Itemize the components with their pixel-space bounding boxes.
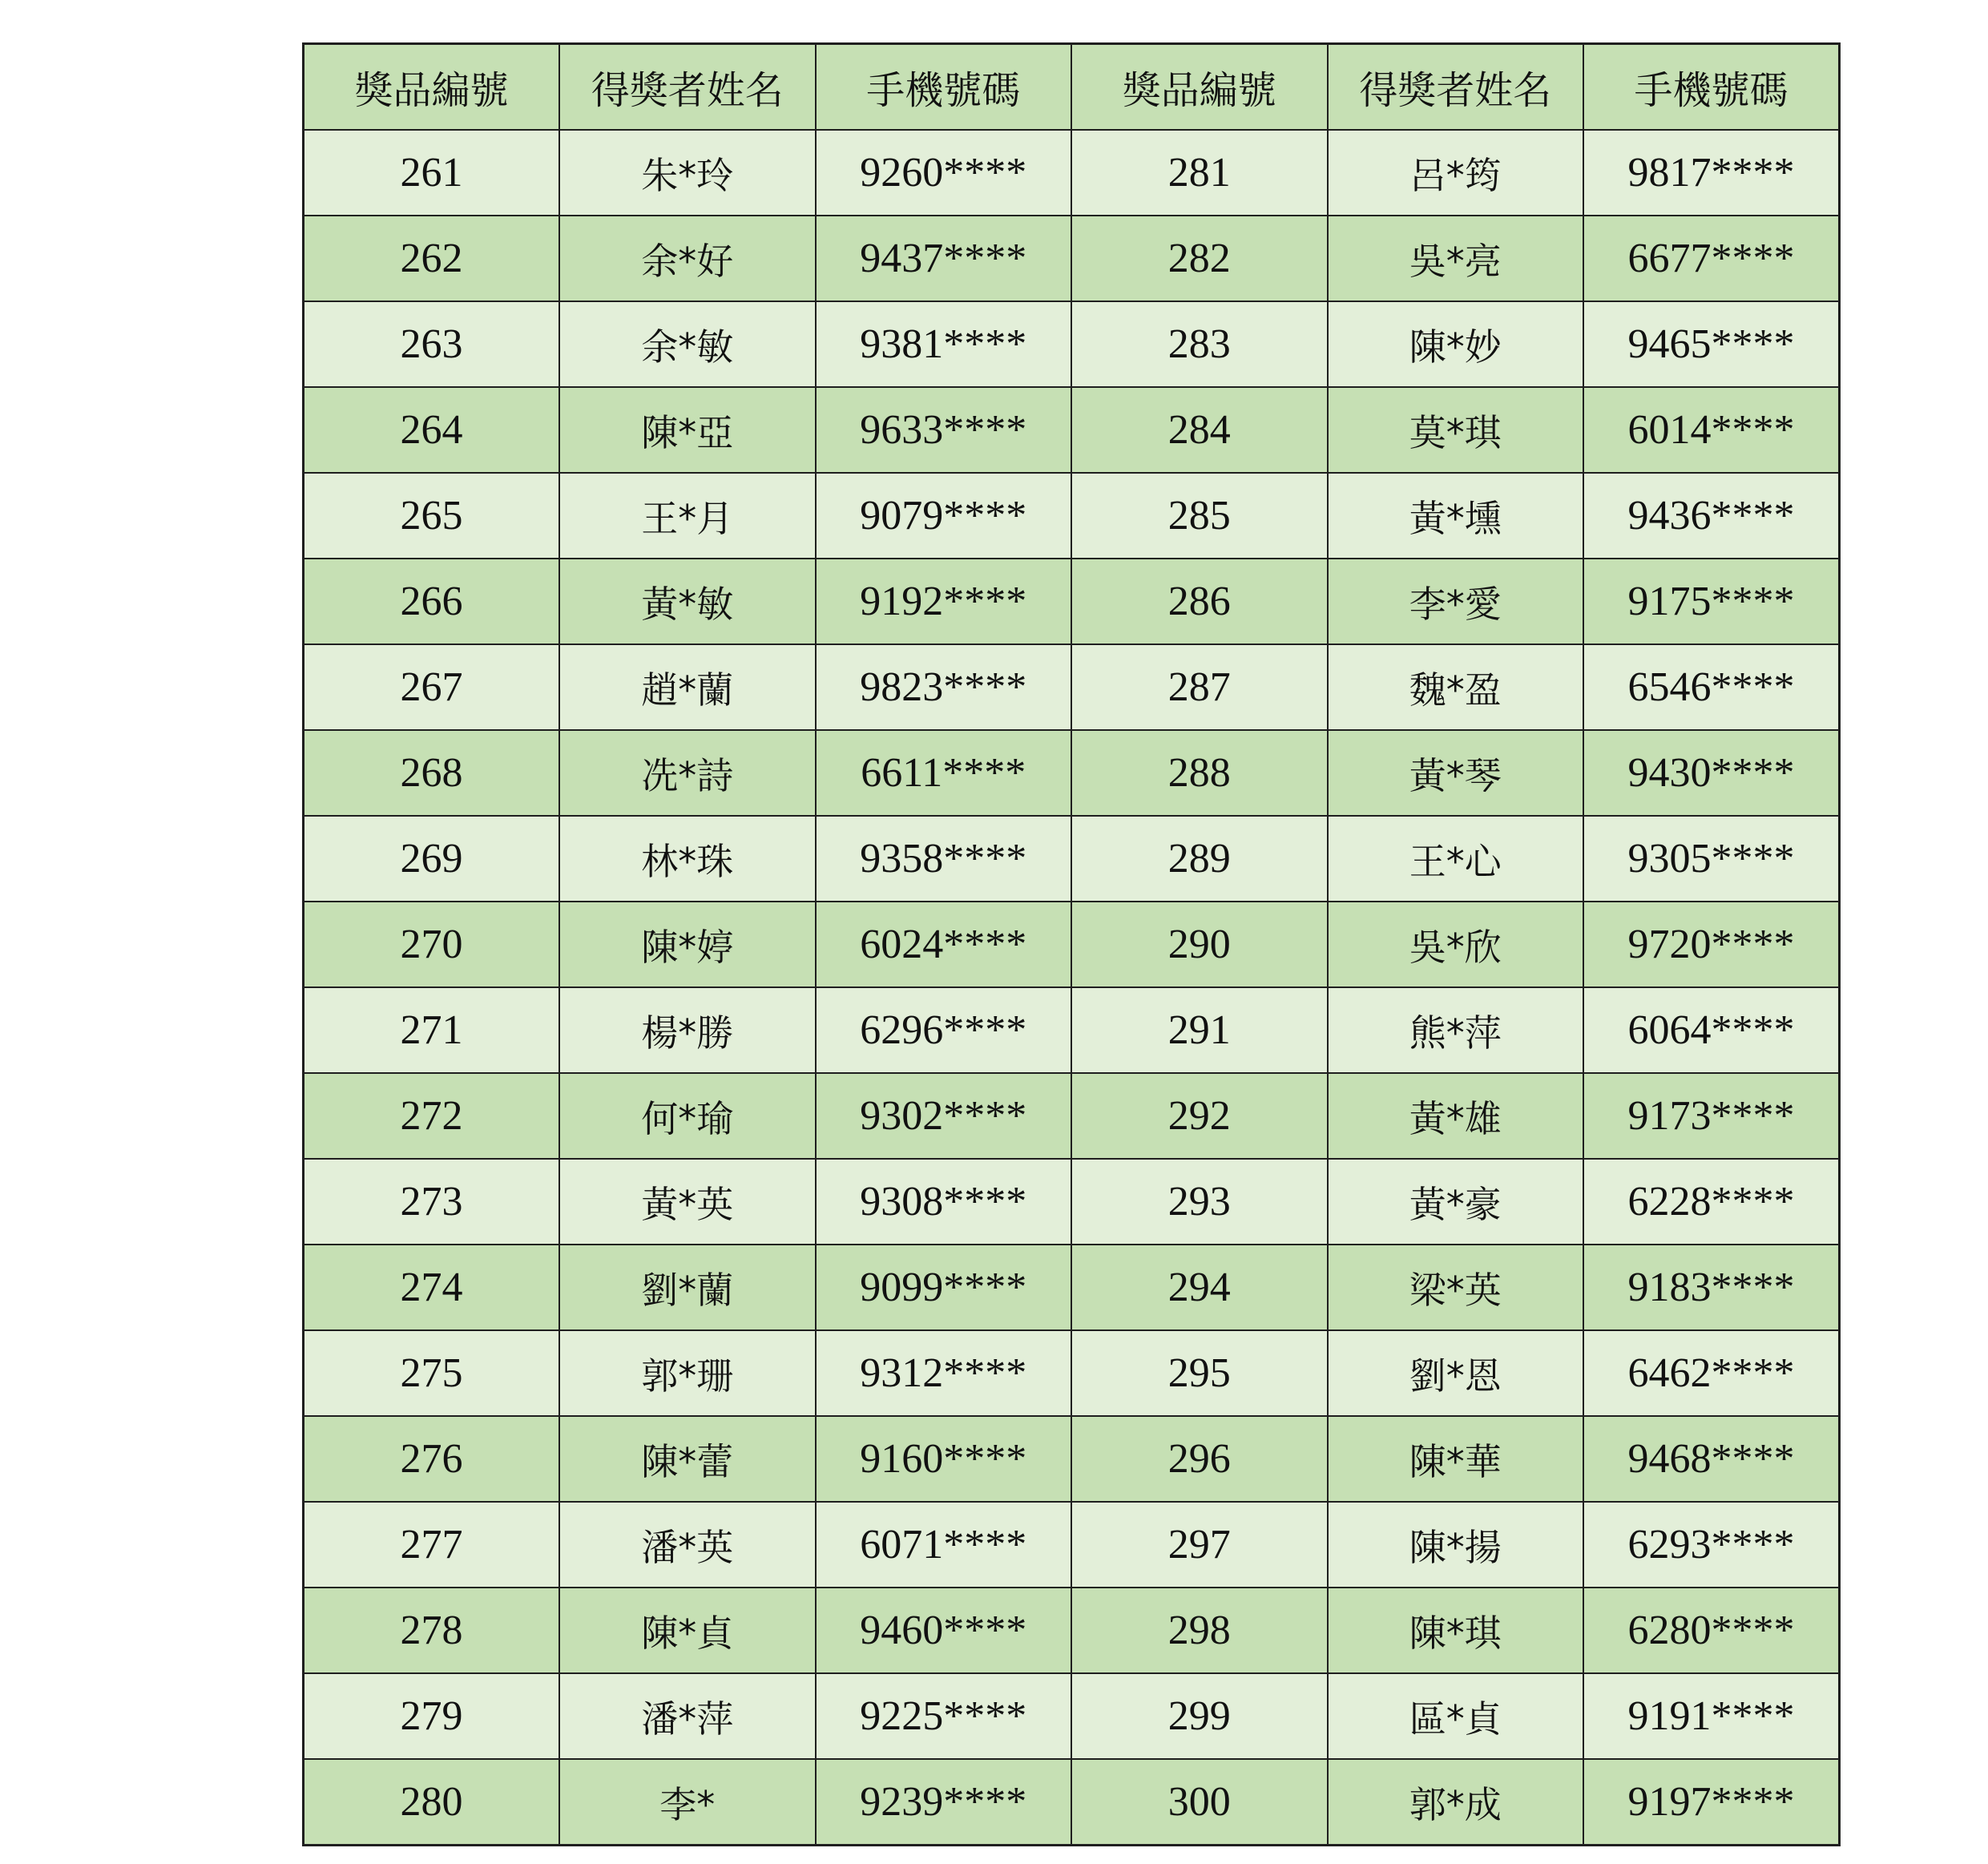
phone-number-cell: 6024**** — [816, 902, 1072, 987]
phone-number-cell: 9460**** — [816, 1588, 1072, 1673]
table-row — [304, 216, 1840, 301]
phone-number-cell: 9197**** — [1583, 1759, 1840, 1846]
table-row — [304, 1159, 1840, 1245]
winner-name-cell: 朱*玲 — [559, 130, 816, 216]
prize-number-cell: 271 — [304, 987, 560, 1073]
prize-number-cell: 268 — [304, 730, 560, 816]
winner-name-cell: 楊*勝 — [559, 987, 816, 1073]
phone-number-cell: 9437**** — [816, 216, 1072, 301]
prize-number-cell: 273 — [304, 1159, 560, 1245]
prize-number-cell: 275 — [304, 1330, 560, 1416]
table-row — [304, 387, 1840, 473]
phone-number-cell: 9239**** — [816, 1759, 1072, 1846]
winner-name-cell: 黃*敏 — [559, 559, 816, 644]
phone-number-cell: 9817**** — [1583, 130, 1840, 216]
prize-number-cell: 272 — [304, 1073, 560, 1159]
winner-name-cell: 魏*盈 — [1328, 644, 1584, 730]
header-prize-number: 獎品編號 — [304, 44, 560, 131]
winner-name-cell: 潘*英 — [559, 1502, 816, 1588]
table-row — [304, 644, 1840, 730]
winner-name-cell: 何*瑜 — [559, 1073, 816, 1159]
table-row — [304, 1588, 1840, 1673]
prize-number-cell: 300 — [1071, 1759, 1328, 1846]
header-row — [304, 44, 1840, 131]
phone-number-cell: 9436**** — [1583, 473, 1840, 559]
table-row — [304, 987, 1840, 1073]
winner-name-cell: 黃*琴 — [1328, 730, 1584, 816]
prize-number-cell: 286 — [1071, 559, 1328, 644]
phone-number-cell: 6071**** — [816, 1502, 1072, 1588]
winner-name-cell: 莫*琪 — [1328, 387, 1584, 473]
winner-name-cell: 黃*豪 — [1328, 1159, 1584, 1245]
prize-number-cell: 287 — [1071, 644, 1328, 730]
prize-number-cell: 276 — [304, 1416, 560, 1502]
winner-name-cell: 熊*萍 — [1328, 987, 1584, 1073]
header-prize-number: 獎品編號 — [1071, 44, 1328, 131]
winner-name-cell: 陳*琪 — [1328, 1588, 1584, 1673]
prize-number-cell: 266 — [304, 559, 560, 644]
phone-number-cell: 9381**** — [816, 301, 1072, 387]
table-row — [304, 1330, 1840, 1416]
winner-name-cell: 冼*詩 — [559, 730, 816, 816]
header-phone-number: 手機號碼 — [816, 44, 1072, 131]
phone-number-cell: 9192**** — [816, 559, 1072, 644]
prize-number-cell: 282 — [1071, 216, 1328, 301]
phone-number-cell: 9305**** — [1583, 816, 1840, 902]
phone-number-cell: 6014**** — [1583, 387, 1840, 473]
winner-name-cell: 陳*妙 — [1328, 301, 1584, 387]
table-row — [304, 559, 1840, 644]
phone-number-cell: 6228**** — [1583, 1159, 1840, 1245]
winner-name-cell: 李* — [559, 1759, 816, 1846]
phone-number-cell: 9099**** — [816, 1245, 1072, 1330]
phone-number-cell: 6064**** — [1583, 987, 1840, 1073]
prize-number-cell: 293 — [1071, 1159, 1328, 1245]
table-row — [304, 816, 1840, 902]
header-winner-name: 得獎者姓名 — [559, 44, 816, 131]
winner-name-cell: 陳*婷 — [559, 902, 816, 987]
phone-number-cell: 6462**** — [1583, 1330, 1840, 1416]
winner-name-cell: 林*珠 — [559, 816, 816, 902]
prize-number-cell: 294 — [1071, 1245, 1328, 1330]
prize-number-cell: 281 — [1071, 130, 1328, 216]
phone-number-cell: 6677**** — [1583, 216, 1840, 301]
table-row — [304, 730, 1840, 816]
header-winner-name: 得獎者姓名 — [1328, 44, 1584, 131]
prize-number-cell: 289 — [1071, 816, 1328, 902]
winner-name-cell: 潘*萍 — [559, 1673, 816, 1759]
table-row — [304, 902, 1840, 987]
prize-number-cell: 285 — [1071, 473, 1328, 559]
prize-number-cell: 278 — [304, 1588, 560, 1673]
table-row — [304, 473, 1840, 559]
phone-number-cell: 6546**** — [1583, 644, 1840, 730]
winners-table — [302, 42, 1841, 1846]
prize-number-cell: 284 — [1071, 387, 1328, 473]
phone-number-cell: 9160**** — [816, 1416, 1072, 1502]
phone-number-cell: 6296**** — [816, 987, 1072, 1073]
prize-number-cell: 269 — [304, 816, 560, 902]
phone-number-cell: 6280**** — [1583, 1588, 1840, 1673]
phone-number-cell: 9633**** — [816, 387, 1072, 473]
prize-number-cell: 274 — [304, 1245, 560, 1330]
table-row — [304, 1073, 1840, 1159]
header-phone-number: 手機號碼 — [1583, 44, 1840, 131]
prize-number-cell: 291 — [1071, 987, 1328, 1073]
winner-name-cell: 區*貞 — [1328, 1673, 1584, 1759]
winner-name-cell: 劉*恩 — [1328, 1330, 1584, 1416]
prize-number-cell: 299 — [1071, 1673, 1328, 1759]
prize-number-cell: 262 — [304, 216, 560, 301]
phone-number-cell: 9430**** — [1583, 730, 1840, 816]
winner-name-cell: 李*愛 — [1328, 559, 1584, 644]
winner-name-cell: 黃*壎 — [1328, 473, 1584, 559]
phone-number-cell: 9173**** — [1583, 1073, 1840, 1159]
phone-number-cell: 9312**** — [816, 1330, 1072, 1416]
table-row — [304, 1759, 1840, 1846]
phone-number-cell: 9302**** — [816, 1073, 1072, 1159]
winner-name-cell: 黃*雄 — [1328, 1073, 1584, 1159]
prize-number-cell: 270 — [304, 902, 560, 987]
prize-number-cell: 298 — [1071, 1588, 1328, 1673]
prize-number-cell: 277 — [304, 1502, 560, 1588]
winner-name-cell: 梁*英 — [1328, 1245, 1584, 1330]
phone-number-cell: 9308**** — [816, 1159, 1072, 1245]
table-row — [304, 1416, 1840, 1502]
prize-number-cell: 283 — [1071, 301, 1328, 387]
winner-name-cell: 王*心 — [1328, 816, 1584, 902]
phone-number-cell: 6611**** — [816, 730, 1072, 816]
winner-name-cell: 陳*華 — [1328, 1416, 1584, 1502]
phone-number-cell: 9225**** — [816, 1673, 1072, 1759]
phone-number-cell: 9183**** — [1583, 1245, 1840, 1330]
phone-number-cell: 9260**** — [816, 130, 1072, 216]
winner-name-cell: 陳*揚 — [1328, 1502, 1584, 1588]
phone-number-cell: 9468**** — [1583, 1416, 1840, 1502]
table-header — [304, 44, 1840, 131]
phone-number-cell: 9358**** — [816, 816, 1072, 902]
prize-number-cell: 265 — [304, 473, 560, 559]
prize-number-cell: 267 — [304, 644, 560, 730]
winner-name-cell: 呂*筠 — [1328, 130, 1584, 216]
prize-number-cell: 263 — [304, 301, 560, 387]
phone-number-cell: 9720**** — [1583, 902, 1840, 987]
winner-name-cell: 王*月 — [559, 473, 816, 559]
winner-name-cell: 郭*珊 — [559, 1330, 816, 1416]
table-body — [304, 130, 1840, 1846]
table-row — [304, 1245, 1840, 1330]
winner-name-cell: 吳*亮 — [1328, 216, 1584, 301]
table-row — [304, 130, 1840, 216]
table-row — [304, 1673, 1840, 1759]
winner-name-cell: 陳*蕾 — [559, 1416, 816, 1502]
prize-number-cell: 288 — [1071, 730, 1328, 816]
prize-number-cell: 296 — [1071, 1416, 1328, 1502]
winner-name-cell: 余*好 — [559, 216, 816, 301]
phone-number-cell: 6293**** — [1583, 1502, 1840, 1588]
phone-number-cell: 9175**** — [1583, 559, 1840, 644]
prize-number-cell: 290 — [1071, 902, 1328, 987]
winner-name-cell: 黃*英 — [559, 1159, 816, 1245]
phone-number-cell: 9079**** — [816, 473, 1072, 559]
winner-name-cell: 陳*貞 — [559, 1588, 816, 1673]
winner-name-cell: 郭*成 — [1328, 1759, 1584, 1846]
prize-number-cell: 292 — [1071, 1073, 1328, 1159]
winner-name-cell: 趙*蘭 — [559, 644, 816, 730]
winner-name-cell: 余*敏 — [559, 301, 816, 387]
winner-name-cell: 劉*蘭 — [559, 1245, 816, 1330]
phone-number-cell: 9823**** — [816, 644, 1072, 730]
winner-name-cell: 陳*亞 — [559, 387, 816, 473]
phone-number-cell: 9465**** — [1583, 301, 1840, 387]
winner-name-cell: 吳*欣 — [1328, 902, 1584, 987]
prize-number-cell: 297 — [1071, 1502, 1328, 1588]
prize-number-cell: 280 — [304, 1759, 560, 1846]
prize-number-cell: 295 — [1071, 1330, 1328, 1416]
table-row — [304, 1502, 1840, 1588]
prize-number-cell: 261 — [304, 130, 560, 216]
phone-number-cell: 9191**** — [1583, 1673, 1840, 1759]
table-row — [304, 301, 1840, 387]
prize-number-cell: 264 — [304, 387, 560, 473]
prize-number-cell: 279 — [304, 1673, 560, 1759]
